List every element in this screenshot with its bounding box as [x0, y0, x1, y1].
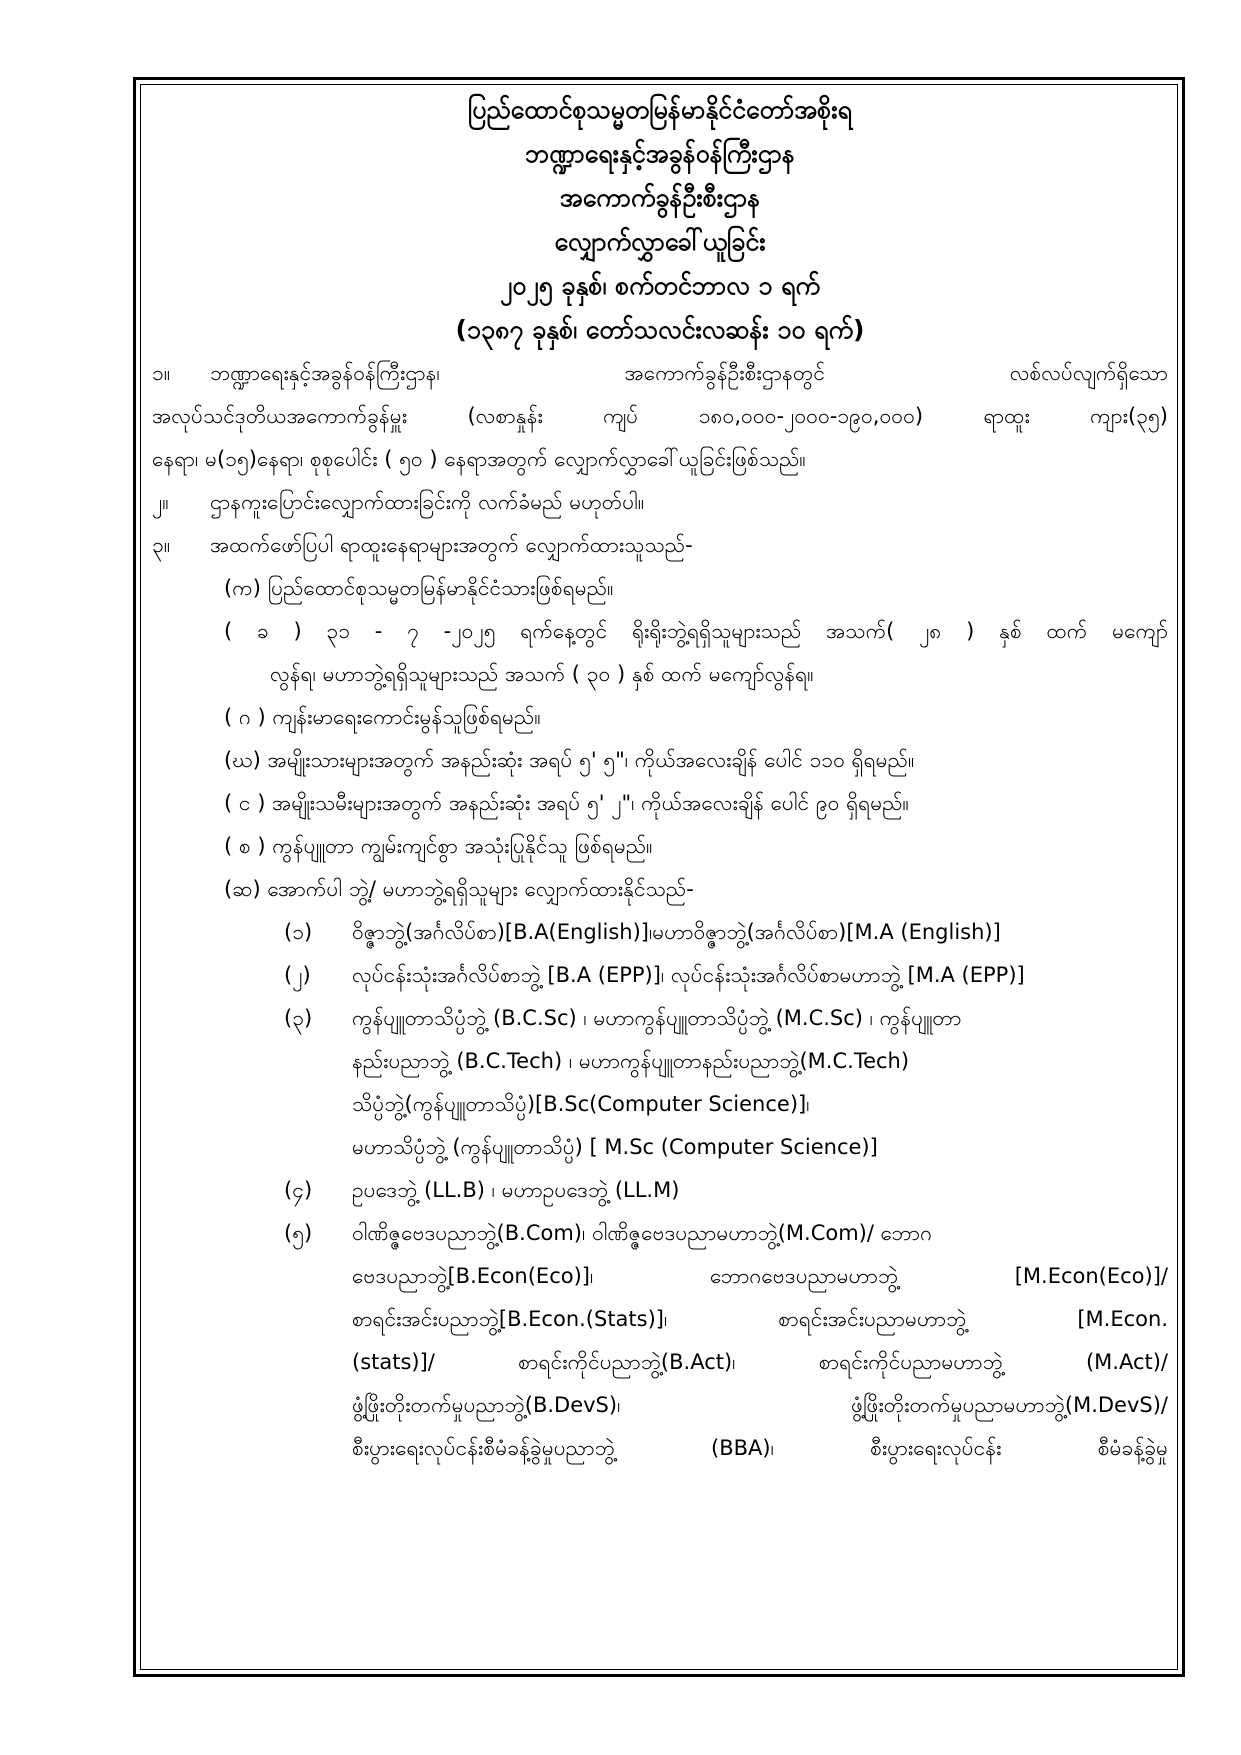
announcement-body — [152, 352, 1168, 1470]
para1-line1 — [152, 352, 1168, 395]
degree-4-number: (၄) — [284, 1178, 313, 1202]
para1-text-line1: ဘဏ္ဍာရေးနှင့်အခွန်ဝန်ကြီးဌာန၊ အကောက်ခွန်ဦးစီးဌာနတွင် လစ်လပ်လျက်ရှိသော — [210, 361, 1168, 385]
degree-5-text-line1: ဝါဏိဇ္ဇဗေဒပညာဘွဲ့(B.Com)၊ ဝါဏိဇ္ဇဗေဒပညာမဟာဘွဲ့(M.Com)/ ဘောဂ — [352, 1221, 933, 1245]
para1-line3: နေရာ၊ မ(၁၅)နေရာ၊ စုစုပေါင်း ( ၅၀ ) နေရာအတွက် လျှောက်လွှာခေါ်ယူခြင်းဖြစ်သည်။ — [152, 447, 806, 471]
requirement-ga: ( ဂ ) ကျန်းမာရေးကောင်းမွန်သူဖြစ်ရမည်။ — [224, 705, 541, 729]
degree-5-line2: ဗေဒပညာဘွဲ့[B.Econ(Eco)]၊ ဘောဂဗေဒပညာမဟာဘွဲ့ [M.Econ(Eco)]/ — [352, 1264, 1168, 1288]
announcement-header — [152, 88, 1168, 352]
requirement-kha-line2: လွန်ရ၊ မဟာဘွဲ့ရရှိသူများသည် အသက် ( ၃၀ ) နှစ် ထက် မကျော်လွန်ရ။ — [270, 662, 814, 686]
degree-5-line4: (stats)]/ စာရင်းကိုင်ပညာဘွဲ့(B.Act)၊ စာရင်းကိုင်ပညာမဟာဘွဲ့ (M.Act)/ — [352, 1350, 1168, 1374]
degree-3-number: (၃) — [284, 1006, 313, 1030]
para3-text: အထက်ဖော်ပြပါ ရာထူးနေရာများအတွက် လျှောက်ထားသူသည်- — [210, 533, 693, 557]
header-title: လျှောက်လွှာခေါ်ယူခြင်း — [554, 227, 766, 256]
degree-3-line2: နည်းပညာဘွဲ့ (B.C.Tech) ၊ မဟာကွန်ပျူတာနည်းပညာဘွဲ့(M.C.Tech) — [352, 1049, 910, 1073]
requirement-hsa: (ဆ) အောက်ပါ ဘွဲ့/ မဟာဘွဲ့ရရှိသူများ လျှောက်ထားနိုင်သည်- — [224, 877, 694, 901]
degree-1 — [152, 911, 1168, 954]
para2-number: ၂။ — [152, 490, 169, 514]
degree-1-number: (၁) — [284, 920, 313, 944]
degree-4 — [152, 1169, 1168, 1212]
para2-text: ဌာနကူးပြောင်းလျှောက်ထားခြင်းကို လက်ခံမည် မဟုတ်ပါ။ — [210, 490, 645, 514]
degree-5 — [152, 1212, 1168, 1255]
para2 — [152, 481, 1168, 524]
header-ministry: ဘဏ္ဍာရေးနှင့်အခွန်ဝန်ကြီးဌာန — [525, 139, 795, 168]
degree-1-text: ဝိဇ္ဇာဘွဲ့(အင်္ဂလိပ်စာ)[B.A(English)]၊မဟာဝိဇ္ဇာဘွဲ့(အင်္ဂလိပ်စာ)[M.A (English)] — [352, 920, 1001, 944]
requirement-nga: ( င ) အမျိုးသမီးများအတွက် အနည်းဆုံး အရပ် ၅' ၂"၊ ကိုယ်အလေးချိန် ပေါင် ၉၀ ရှိရမည်။ — [224, 791, 909, 815]
requirement-gha: (ဃ) အမျိုးသားများအတွက် အနည်းဆုံး အရပ် ၅' ၅"၊ ကိုယ်အလေးချိန် ပေါင် ၁၁၀ ရှိရမည်။ — [224, 748, 915, 772]
degree-2 — [152, 954, 1168, 997]
para1-line2: အလုပ်သင်ဒုတိယအကောက်ခွန်မှူး (လစာနှုန်း ကျပ် ၁၈၀,၀၀၀-၂၀၀၀-၁၉၀,၀၀၀) ရာထူး ကျား(၃၅) — [152, 404, 1168, 428]
para1-number: ၁။ — [152, 361, 171, 385]
degree-5-line3: စာရင်းအင်းပညာဘွဲ့[B.Econ.(Stats)]၊ စာရင်းအင်းပညာမဟာဘွဲ့ [M.Econ. — [352, 1307, 1168, 1331]
header-date-myanmar: (၁၃၈၇ ခုနှစ်၊ တော်သလင်းလဆန်း ၁၀ ရက်) — [455, 315, 865, 344]
header-department: အကောက်ခွန်ဦးစီးဌာန — [559, 183, 761, 212]
header-date: ၂၀၂၅ ခုနှစ်၊ စက်တင်ဘာလ ၁ ရက် — [500, 271, 820, 300]
degree-5-number: (၅) — [284, 1221, 313, 1245]
degree-3-text-line1: ကွန်ပျူတာသိပ္ပံဘွဲ့ (B.C.Sc) ၊ မဟာကွန်ပျူတာသိပ္ပံဘွဲ့ (M.C.Sc) ၊ ကွန်ပျူတာ — [352, 1006, 962, 1030]
para3-number: ၃။ — [152, 533, 171, 557]
degree-5-line6: စီးပွားရေးလုပ်ငန်းစီမံခန့်ခွဲမှုပညာဘွဲ့ (BBA)၊ စီးပွားရေးလုပ်ငန်း စီမံခန့်ခွဲမှု — [352, 1436, 1168, 1460]
requirement-ka: (က) ပြည်ထောင်စုသမ္မတမြန်မာနိုင်ငံသားဖြစ်ရမည်။ — [224, 576, 614, 600]
degree-3-line4: မဟာသိပ္ပံဘွဲ့ (ကွန်ပျူတာသိပ္ပံ) [ M.Sc (Computer Science)] — [352, 1135, 878, 1159]
document-content — [152, 88, 1168, 1470]
degree-3 — [152, 997, 1168, 1040]
degree-2-number: (၂) — [284, 963, 311, 987]
requirement-sa: ( စ ) ကွန်ပျူတာ ကျွမ်းကျင်စွာ အသုံးပြုနိုင်သူ ဖြစ်ရမည်။ — [224, 834, 653, 858]
degree-2-text: လုပ်ငန်းသုံးအင်္ဂလိပ်စာဘွဲ့ [B.A (EPP)]၊ လုပ်ငန်းသုံးအင်္ဂလိပ်စာမဟာဘွဲ့ [M.A (EPP)] — [352, 963, 1025, 987]
para3 — [152, 524, 1168, 567]
degree-4-text: ဥပဒေဘွဲ့ (LL.B) ၊ မဟာဥပဒေဘွဲ့ (LL.M) — [352, 1178, 680, 1202]
requirement-kha-line1: ( ခ ) ၃၁ - ၇ -၂၀၂၅ ရက်နေ့တွင် ရိုးရိုးဘွဲ့ရရှိသူများသည် အသက်( ၂၈ ) နှစ် ထက် မကျော် — [224, 619, 1168, 643]
degree-5-line5: ဖွံ့ဖြိုးတိုးတက်မှုပညာဘွဲ့(B.DevS)၊ ဖွံ့ဖြိုးတိုးတက်မှုပညာမဟာဘွဲ့(M.DevS)/ — [352, 1393, 1168, 1417]
header-government: ပြည်ထောင်စုသမ္မတမြန်မာနိုင်ငံတော်အစိုးရ — [468, 95, 852, 124]
degree-3-line3: သိပ္ပံဘွဲ့(ကွန်ပျူတာသိပ္ပံ)[B.Sc(Computer Science)]၊ — [352, 1092, 810, 1116]
